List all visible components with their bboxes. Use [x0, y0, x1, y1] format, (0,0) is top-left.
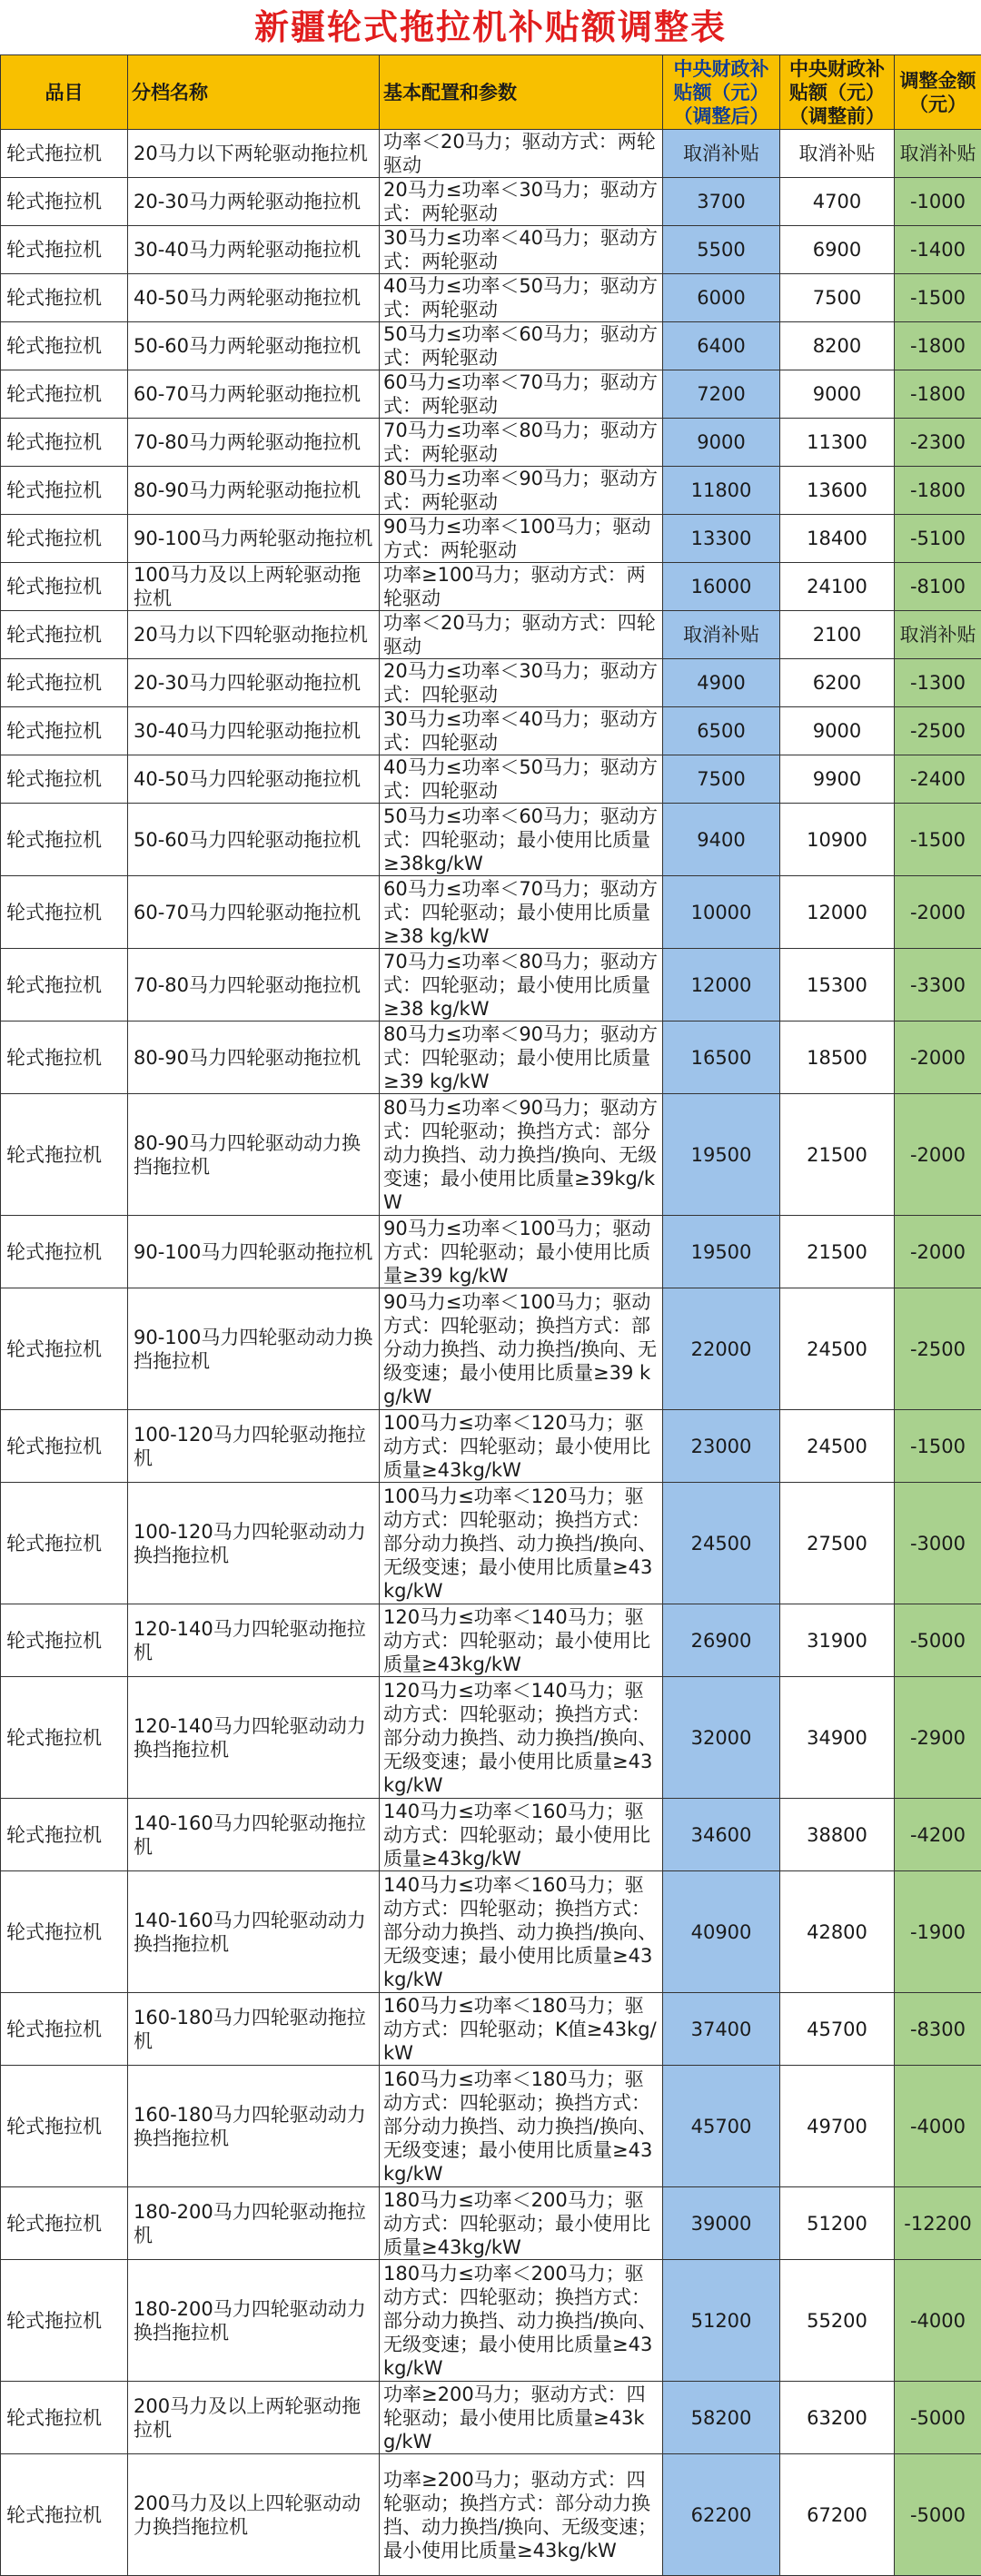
subsidy-before-cell: 13600	[780, 467, 895, 515]
page-title: 新疆轮式拖拉机补贴额调整表	[0, 0, 981, 54]
subsidy-before-cell: 4700	[780, 178, 895, 226]
subsidy-after-cell: 23000	[663, 1410, 780, 1483]
table-row	[1, 2260, 981, 2382]
spec-cell: 功率≥200马力；驱动方式：四轮驱动；换挡方式：部分动力换挡、动力换挡/换向、无级变速；最小使用比质量≥43kg/kW	[380, 2454, 663, 2576]
product-cell: 轮式拖拉机	[1, 1604, 128, 1677]
subsidy-before-cell: 9000	[780, 370, 895, 419]
tier-cell: 70-80马力两轮驱动拖拉机	[128, 419, 380, 467]
table-row	[1, 2454, 981, 2576]
product-cell: 轮式拖拉机	[1, 804, 128, 876]
header-product: 品目	[1, 55, 128, 130]
adjustment-cell: -2000	[895, 876, 981, 949]
adjustment-cell: -3300	[895, 949, 981, 1022]
spec-cell: 140马力≤功率＜160马力；驱动方式：四轮驱动；最小使用比质量≥43kg/kW	[380, 1799, 663, 1871]
tier-cell: 180-200马力四轮驱动动力换挡拖拉机	[128, 2260, 380, 2382]
tier-cell: 90-100马力四轮驱动拖拉机	[128, 1216, 380, 1288]
product-cell: 轮式拖拉机	[1, 2260, 128, 2382]
product-cell: 轮式拖拉机	[1, 611, 128, 659]
spec-cell: 50马力≤功率＜60马力；驱动方式：两轮驱动	[380, 322, 663, 370]
subsidy-before-cell: 45700	[780, 1993, 895, 2066]
tier-cell: 90-100马力两轮驱动拖拉机	[128, 515, 380, 563]
header-spec: 基本配置和参数	[380, 55, 663, 130]
subsidy-before-cell: 15300	[780, 949, 895, 1022]
adjustment-cell: -2300	[895, 419, 981, 467]
subsidy-after-cell: 9400	[663, 804, 780, 876]
table-row	[1, 1022, 981, 1094]
table-row	[1, 1288, 981, 1410]
adjustment-cell: -1500	[895, 1410, 981, 1483]
subsidy-after-cell: 6400	[663, 322, 780, 370]
subsidy-after-cell: 取消补贴	[663, 130, 780, 178]
tier-cell: 120-140马力四轮驱动拖拉机	[128, 1604, 380, 1677]
adjustment-cell: -1800	[895, 322, 981, 370]
tier-cell: 30-40马力两轮驱动拖拉机	[128, 226, 380, 274]
tier-cell: 60-70马力两轮驱动拖拉机	[128, 370, 380, 419]
spec-cell: 20马力≤功率＜30马力；驱动方式：四轮驱动	[380, 659, 663, 707]
tier-cell: 20马力以下四轮驱动拖拉机	[128, 611, 380, 659]
subsidy-after-cell: 16500	[663, 1022, 780, 1094]
adjustment-cell: -1900	[895, 1871, 981, 1993]
table-row	[1, 755, 981, 804]
table-row	[1, 1094, 981, 1216]
adjustment-cell: -2900	[895, 1677, 981, 1799]
subsidy-table	[0, 54, 981, 2576]
product-cell: 轮式拖拉机	[1, 563, 128, 611]
table-row	[1, 659, 981, 707]
subsidy-after-cell: 16000	[663, 563, 780, 611]
subsidy-before-cell: 24500	[780, 1410, 895, 1483]
tier-cell: 180-200马力四轮驱动拖拉机	[128, 2187, 380, 2260]
spec-cell: 90马力≤功率＜100马力；驱动方式：四轮驱动；最小使用比质量≥39 kg/kW	[380, 1216, 663, 1288]
subsidy-after-cell: 11800	[663, 467, 780, 515]
spec-cell: 160马力≤功率＜180马力；驱动方式：四轮驱动；换挡方式：部分动力换挡、动力换挡/换向、无级变速；最小使用比质量≥43kg/kW	[380, 2066, 663, 2187]
spec-cell: 30马力≤功率＜40马力；驱动方式：四轮驱动	[380, 707, 663, 755]
subsidy-after-cell: 9000	[663, 419, 780, 467]
tier-cell: 70-80马力四轮驱动拖拉机	[128, 949, 380, 1022]
header-tier: 分档名称	[128, 55, 380, 130]
table-row	[1, 1604, 981, 1677]
product-cell: 轮式拖拉机	[1, 467, 128, 515]
product-cell: 轮式拖拉机	[1, 707, 128, 755]
subsidy-before-cell: 10900	[780, 804, 895, 876]
subsidy-after-cell: 39000	[663, 2187, 780, 2260]
table-row	[1, 226, 981, 274]
subsidy-after-cell: 10000	[663, 876, 780, 949]
tier-cell: 120-140马力四轮驱动动力换挡拖拉机	[128, 1677, 380, 1799]
table-row	[1, 322, 981, 370]
table-row	[1, 1799, 981, 1871]
subsidy-before-cell: 8200	[780, 322, 895, 370]
tier-cell: 80-90马力两轮驱动拖拉机	[128, 467, 380, 515]
product-cell: 轮式拖拉机	[1, 274, 128, 322]
tier-cell: 140-160马力四轮驱动动力换挡拖拉机	[128, 1871, 380, 1993]
product-cell: 轮式拖拉机	[1, 659, 128, 707]
subsidy-after-cell: 40900	[663, 1871, 780, 1993]
subsidy-after-cell: 26900	[663, 1604, 780, 1677]
spec-cell: 160马力≤功率＜180马力；驱动方式：四轮驱动；K值≥43kg/kW	[380, 1993, 663, 2066]
adjustment-cell: -2500	[895, 707, 981, 755]
table-row	[1, 1993, 981, 2066]
product-cell: 轮式拖拉机	[1, 2454, 128, 2576]
table-row	[1, 467, 981, 515]
subsidy-after-cell: 6500	[663, 707, 780, 755]
subsidy-after-cell: 12000	[663, 949, 780, 1022]
table-row	[1, 370, 981, 419]
subsidy-before-cell: 49700	[780, 2066, 895, 2187]
subsidy-before-cell: 6900	[780, 226, 895, 274]
subsidy-before-cell: 18400	[780, 515, 895, 563]
tier-cell: 140-160马力四轮驱动拖拉机	[128, 1799, 380, 1871]
spec-cell: 120马力≤功率＜140马力；驱动方式：四轮驱动；最小使用比质量≥43kg/kW	[380, 1604, 663, 1677]
adjustment-cell: -4000	[895, 2260, 981, 2382]
subsidy-before-cell: 18500	[780, 1022, 895, 1094]
product-cell: 轮式拖拉机	[1, 2066, 128, 2187]
tier-cell: 20-30马力四轮驱动拖拉机	[128, 659, 380, 707]
spec-cell: 20马力≤功率＜30马力；驱动方式：两轮驱动	[380, 178, 663, 226]
product-cell: 轮式拖拉机	[1, 1288, 128, 1410]
spec-cell: 功率＜20马力；驱动方式：四轮驱动	[380, 611, 663, 659]
tier-cell: 80-90马力四轮驱动拖拉机	[128, 1022, 380, 1094]
adjustment-cell: 取消补贴	[895, 130, 981, 178]
product-cell: 轮式拖拉机	[1, 1799, 128, 1871]
subsidy-before-cell: 9900	[780, 755, 895, 804]
subsidy-before-cell: 取消补贴	[780, 130, 895, 178]
tier-cell: 200马力及以上四轮驱动动力换挡拖拉机	[128, 2454, 380, 2576]
subsidy-after-cell: 5500	[663, 226, 780, 274]
tier-cell: 160-180马力四轮驱动拖拉机	[128, 1993, 380, 2066]
tier-cell: 90-100马力四轮驱动动力换挡拖拉机	[128, 1288, 380, 1410]
spec-cell: 50马力≤功率＜60马力；驱动方式：四轮驱动；最小使用比质量≥38kg/kW	[380, 804, 663, 876]
spec-cell: 120马力≤功率＜140马力；驱动方式：四轮驱动；换挡方式：部分动力换挡、动力换挡/换向、无级变速；最小使用比质量≥43kg/kW	[380, 1677, 663, 1799]
adjustment-cell: -4200	[895, 1799, 981, 1871]
subsidy-after-cell: 24500	[663, 1483, 780, 1604]
subsidy-before-cell: 7500	[780, 274, 895, 322]
table-row	[1, 2382, 981, 2454]
subsidy-after-cell: 34600	[663, 1799, 780, 1871]
table-row	[1, 178, 981, 226]
adjustment-cell: 取消补贴	[895, 611, 981, 659]
subsidy-before-cell: 12000	[780, 876, 895, 949]
adjustment-cell: -1000	[895, 178, 981, 226]
adjustment-cell: -5000	[895, 2382, 981, 2454]
subsidy-before-cell: 9000	[780, 707, 895, 755]
subsidy-after-cell: 32000	[663, 1677, 780, 1799]
spec-cell: 90马力≤功率＜100马力；驱动方式：两轮驱动	[380, 515, 663, 563]
table-row	[1, 2066, 981, 2187]
product-cell: 轮式拖拉机	[1, 178, 128, 226]
subsidy-before-cell: 21500	[780, 1216, 895, 1288]
subsidy-before-cell: 24500	[780, 1288, 895, 1410]
product-cell: 轮式拖拉机	[1, 876, 128, 949]
header-after: 中央财政补贴额（元）（调整后）	[663, 55, 780, 130]
spec-cell: 180马力≤功率＜200马力；驱动方式：四轮驱动；最小使用比质量≥43kg/kW	[380, 2187, 663, 2260]
product-cell: 轮式拖拉机	[1, 515, 128, 563]
table-row	[1, 1410, 981, 1483]
spec-cell: 80马力≤功率＜90马力；驱动方式：四轮驱动；换挡方式：部分动力换挡、动力换挡/换向、无级变速；最小使用比质量≥39kg/kW	[380, 1094, 663, 1216]
subsidy-after-cell: 62200	[663, 2454, 780, 2576]
subsidy-after-cell: 37400	[663, 1993, 780, 2066]
tier-cell: 100马力及以上两轮驱动拖拉机	[128, 563, 380, 611]
product-cell: 轮式拖拉机	[1, 1410, 128, 1483]
table-row	[1, 2187, 981, 2260]
subsidy-after-cell: 22000	[663, 1288, 780, 1410]
adjustment-cell: -2000	[895, 1022, 981, 1094]
spec-cell: 功率≥200马力；驱动方式：四轮驱动；最小使用比质量≥43kg/kW	[380, 2382, 663, 2454]
product-cell: 轮式拖拉机	[1, 322, 128, 370]
adjustment-cell: -2000	[895, 1094, 981, 1216]
subsidy-before-cell: 24100	[780, 563, 895, 611]
spec-cell: 60马力≤功率＜70马力；驱动方式：两轮驱动	[380, 370, 663, 419]
subsidy-before-cell: 67200	[780, 2454, 895, 2576]
subsidy-before-cell: 34900	[780, 1677, 895, 1799]
adjustment-cell: -5000	[895, 1604, 981, 1677]
header-row	[1, 55, 981, 130]
spec-cell: 40马力≤功率＜50马力；驱动方式：两轮驱动	[380, 274, 663, 322]
tier-cell: 40-50马力两轮驱动拖拉机	[128, 274, 380, 322]
subsidy-before-cell: 2100	[780, 611, 895, 659]
spec-cell: 30马力≤功率＜40马力；驱动方式：两轮驱动	[380, 226, 663, 274]
product-cell: 轮式拖拉机	[1, 1483, 128, 1604]
product-cell: 轮式拖拉机	[1, 1022, 128, 1094]
header-adjust: 调整金额（元）	[895, 55, 981, 130]
product-cell: 轮式拖拉机	[1, 1677, 128, 1799]
table-row	[1, 949, 981, 1022]
table-row	[1, 804, 981, 876]
table-row	[1, 419, 981, 467]
product-cell: 轮式拖拉机	[1, 1216, 128, 1288]
tier-cell: 40-50马力四轮驱动拖拉机	[128, 755, 380, 804]
spec-cell: 60马力≤功率＜70马力；驱动方式：四轮驱动；最小使用比质量≥38 kg/kW	[380, 876, 663, 949]
spec-cell: 功率＜20马力；驱动方式：两轮驱动	[380, 130, 663, 178]
table-body	[1, 130, 981, 2576]
product-cell: 轮式拖拉机	[1, 130, 128, 178]
table-row	[1, 1216, 981, 1288]
subsidy-after-cell: 58200	[663, 2382, 780, 2454]
header-before: 中央财政补贴额（元）（调整前）	[780, 55, 895, 130]
spec-cell: 40马力≤功率＜50马力；驱动方式：四轮驱动	[380, 755, 663, 804]
subsidy-before-cell: 11300	[780, 419, 895, 467]
adjustment-cell: -2400	[895, 755, 981, 804]
subsidy-after-cell: 19500	[663, 1216, 780, 1288]
spec-cell: 80马力≤功率＜90马力；驱动方式：两轮驱动	[380, 467, 663, 515]
table-row	[1, 1871, 981, 1993]
table-row	[1, 130, 981, 178]
spec-cell: 70马力≤功率＜80马力；驱动方式：四轮驱动；最小使用比质量≥38 kg/kW	[380, 949, 663, 1022]
tier-cell: 60-70马力四轮驱动拖拉机	[128, 876, 380, 949]
adjustment-cell: -1800	[895, 467, 981, 515]
product-cell: 轮式拖拉机	[1, 1871, 128, 1993]
spec-cell: 80马力≤功率＜90马力；驱动方式：四轮驱动；最小使用比质量≥39 kg/kW	[380, 1022, 663, 1094]
tier-cell: 80-90马力四轮驱动动力换挡拖拉机	[128, 1094, 380, 1216]
subsidy-after-cell: 7200	[663, 370, 780, 419]
table-row	[1, 1677, 981, 1799]
adjustment-cell: -1800	[895, 370, 981, 419]
product-cell: 轮式拖拉机	[1, 226, 128, 274]
subsidy-before-cell: 27500	[780, 1483, 895, 1604]
table-row	[1, 515, 981, 563]
spec-cell: 90马力≤功率＜100马力；驱动方式：四轮驱动；换挡方式：部分动力换挡、动力换挡/换向、无级变速；最小使用比质量≥39 kg/kW	[380, 1288, 663, 1410]
subsidy-after-cell: 13300	[663, 515, 780, 563]
adjustment-cell: -3000	[895, 1483, 981, 1604]
subsidy-before-cell: 21500	[780, 1094, 895, 1216]
spec-cell: 180马力≤功率＜200马力；驱动方式：四轮驱动；换挡方式：部分动力换挡、动力换挡/换向、无级变速；最小使用比质量≥43kg/kW	[380, 2260, 663, 2382]
subsidy-after-cell: 4900	[663, 659, 780, 707]
spec-cell: 140马力≤功率＜160马力；驱动方式：四轮驱动；换挡方式：部分动力换挡、动力换挡/换向、无级变速；最小使用比质量≥43kg/kW	[380, 1871, 663, 1993]
product-cell: 轮式拖拉机	[1, 2382, 128, 2454]
subsidy-before-cell: 55200	[780, 2260, 895, 2382]
product-cell: 轮式拖拉机	[1, 419, 128, 467]
subsidy-after-cell: 7500	[663, 755, 780, 804]
subsidy-before-cell: 31900	[780, 1604, 895, 1677]
spec-cell: 功率≥100马力；驱动方式：两轮驱动	[380, 563, 663, 611]
adjustment-cell: -8100	[895, 563, 981, 611]
adjustment-cell: -5000	[895, 2454, 981, 2576]
subsidy-after-cell: 取消补贴	[663, 611, 780, 659]
table-row	[1, 274, 981, 322]
adjustment-cell: -1500	[895, 804, 981, 876]
tier-cell: 200马力及以上两轮驱动拖拉机	[128, 2382, 380, 2454]
tier-cell: 100-120马力四轮驱动动力换挡拖拉机	[128, 1483, 380, 1604]
adjustment-cell: -1500	[895, 274, 981, 322]
spec-cell: 100马力≤功率＜120马力；驱动方式：四轮驱动；最小使用比质量≥43kg/kW	[380, 1410, 663, 1483]
product-cell: 轮式拖拉机	[1, 1094, 128, 1216]
adjustment-cell: -1300	[895, 659, 981, 707]
product-cell: 轮式拖拉机	[1, 1993, 128, 2066]
adjustment-cell: -2500	[895, 1288, 981, 1410]
table-row	[1, 563, 981, 611]
tier-cell: 50-60马力四轮驱动拖拉机	[128, 804, 380, 876]
adjustment-cell: -4000	[895, 2066, 981, 2187]
adjustment-cell: -5100	[895, 515, 981, 563]
subsidy-after-cell: 45700	[663, 2066, 780, 2187]
subsidy-after-cell: 19500	[663, 1094, 780, 1216]
product-cell: 轮式拖拉机	[1, 755, 128, 804]
adjustment-cell: -2000	[895, 1216, 981, 1288]
spec-cell: 70马力≤功率＜80马力；驱动方式：两轮驱动	[380, 419, 663, 467]
table-row	[1, 1483, 981, 1604]
subsidy-before-cell: 42800	[780, 1871, 895, 1993]
subsidy-before-cell: 38800	[780, 1799, 895, 1871]
subsidy-after-cell: 6000	[663, 274, 780, 322]
subsidy-before-cell: 6200	[780, 659, 895, 707]
table-row	[1, 611, 981, 659]
subsidy-after-cell: 51200	[663, 2260, 780, 2382]
tier-cell: 160-180马力四轮驱动动力换挡拖拉机	[128, 2066, 380, 2187]
table-row	[1, 707, 981, 755]
tier-cell: 30-40马力四轮驱动拖拉机	[128, 707, 380, 755]
product-cell: 轮式拖拉机	[1, 949, 128, 1022]
adjustment-cell: -1400	[895, 226, 981, 274]
tier-cell: 50-60马力两轮驱动拖拉机	[128, 322, 380, 370]
tier-cell: 20-30马力两轮驱动拖拉机	[128, 178, 380, 226]
adjustment-cell: -8300	[895, 1993, 981, 2066]
subsidy-before-cell: 51200	[780, 2187, 895, 2260]
subsidy-before-cell: 63200	[780, 2382, 895, 2454]
adjustment-cell: -12200	[895, 2187, 981, 2260]
product-cell: 轮式拖拉机	[1, 370, 128, 419]
subsidy-after-cell: 3700	[663, 178, 780, 226]
tier-cell: 100-120马力四轮驱动拖拉机	[128, 1410, 380, 1483]
product-cell: 轮式拖拉机	[1, 2187, 128, 2260]
spec-cell: 100马力≤功率＜120马力；驱动方式：四轮驱动；换挡方式：部分动力换挡、动力换挡/换向、无级变速；最小使用比质量≥43kg/kW	[380, 1483, 663, 1604]
table-row	[1, 876, 981, 949]
tier-cell: 20马力以下两轮驱动拖拉机	[128, 130, 380, 178]
